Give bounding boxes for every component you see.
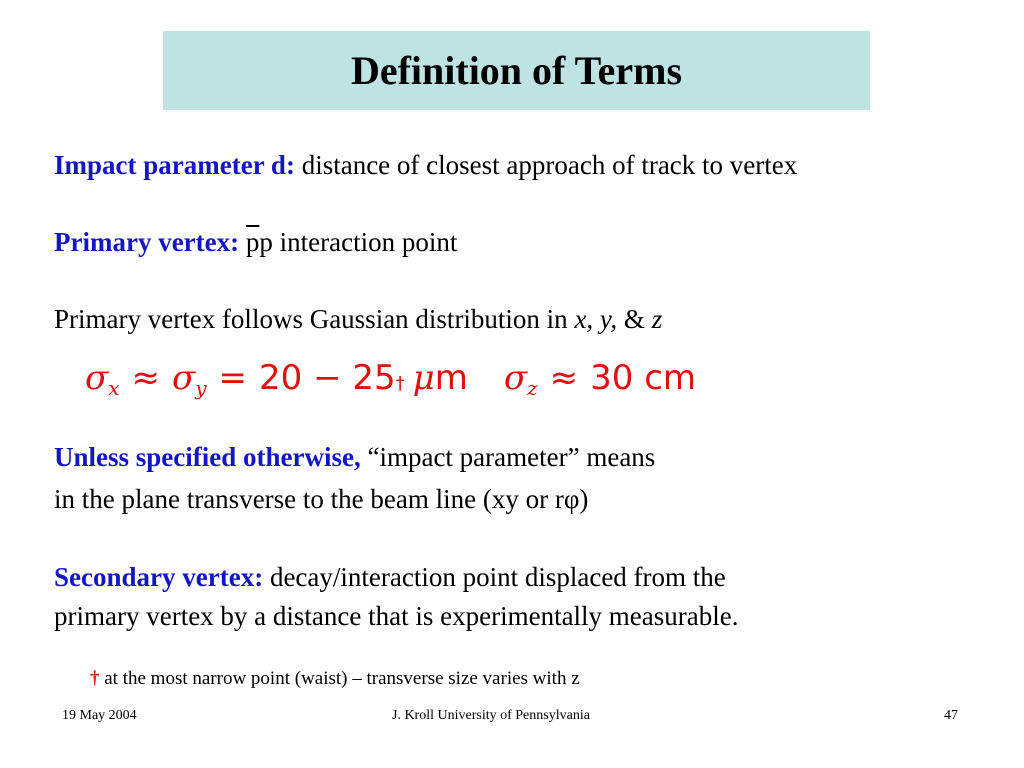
unless-line-2 [54,480,588,518]
impact-parameter-text: distance of closest approach of track to vertex [294,150,798,180]
transverse-size-range: 20 − 25 [259,358,396,398]
approx-symbol-2: ≈ [549,358,579,398]
impact-parameter-line [54,146,797,184]
gaussian-text: Primary vertex follows Gaussian distribution in [54,304,575,334]
equals-symbol: = [218,358,248,398]
unless-text-1: “impact parameter” means [360,442,656,472]
secondary-line-2 [54,597,739,635]
footer-author: J. Kroll University of Pennsylvania [392,708,590,723]
longitudinal-size: 30 cm [590,358,697,398]
primary-vertex-text: p interaction point [259,227,458,257]
footer-date: 19 May 2004 [62,708,137,723]
unless-line-1 [54,438,655,476]
footnote [90,668,580,690]
secondary-term: Secondary vertex: [54,562,264,592]
secondary-text-2: primary vertex by a distance that is experimentally measurable. [54,601,739,631]
gaussian-vars: x, y, [574,304,618,334]
footnote-dagger: † [90,668,100,689]
unless-term: Unless specified otherwise, [54,442,361,472]
impact-parameter-term: Impact parameter d: [54,150,295,180]
approx-symbol-1: ≈ [131,358,160,398]
beam-size-equation [85,358,696,414]
gaussian-amp: & [617,304,652,334]
sigma-x: $\sigma_x$ [85,358,120,400]
mu-symbol: μ [412,358,435,398]
unless-text-2: in the plane transverse to the beam line (xy or rφ) [54,484,589,514]
primary-vertex-term: Primary vertex: [54,227,240,257]
secondary-text-1: decay/interaction point displaced from the [263,562,726,592]
micron-unit: m [434,358,468,398]
slide-title: Definition of Terms [350,48,683,93]
pbar-symbol: $\overline{p}$ [245,227,260,257]
sigma-y: $\sigma_y$ [172,358,207,400]
sigma-z: $\sigma_z$ [503,358,538,400]
title-box [163,31,870,110]
equation-dagger: † [395,373,405,394]
footnote-text: at the most narrow point (waist) – transverse size varies with z [99,668,580,689]
primary-vertex-line [54,223,457,261]
gaussian-line [54,300,662,338]
footer-page-number: 47 [944,708,958,723]
gaussian-z: z [651,304,663,334]
secondary-line-1 [54,558,726,596]
